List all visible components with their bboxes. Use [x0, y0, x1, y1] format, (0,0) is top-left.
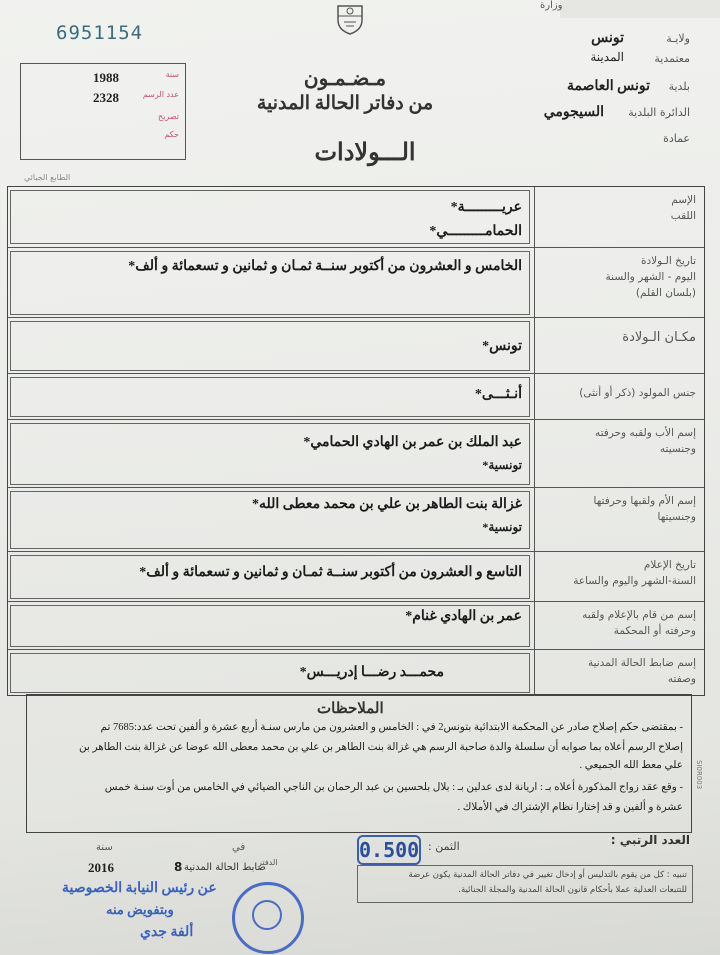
father-nationality-value: تونسية* — [482, 458, 522, 472]
field-label: تاريخ الإعلام السنة-الشهر واليوم والساعة — [534, 552, 704, 602]
side-code: SI0R003 — [695, 760, 703, 790]
field-row-name — [8, 187, 704, 247]
price-label: الثمن : — [428, 840, 460, 853]
footer-register-label: الدفتر — [258, 858, 278, 867]
municipality-label: بلدية — [668, 80, 690, 93]
title-births: الـــولادات — [314, 140, 416, 166]
serial-number: 6951154 — [56, 22, 144, 44]
tunisia-emblem-icon — [330, 2, 370, 36]
mother-value: غزالة بنت الطاهر بن علي بن محمد معطى الله* — [251, 497, 522, 512]
officer-value: محمـــد رضـــا إدريـــس* — [299, 665, 444, 680]
field-label: جنس المولود (ذكر أو أنثى) — [534, 374, 704, 420]
imada-label: عمادة — [663, 132, 690, 145]
notes-section — [26, 694, 692, 833]
reg-year-label: سنة — [165, 70, 179, 79]
wilaya-label: ولايـة — [666, 32, 690, 45]
wilaya-value: تونس — [591, 31, 624, 46]
field-row-officer — [8, 649, 704, 696]
declaration-date-value: التاسع و العشرون من أكتوبر سنــة ثمـان و ثمانين و تسعمائة و ألف* — [139, 565, 522, 580]
note-line: إصلاح الرسم أعلاه بما صوابه أن سلسلة والدة صاحبة الرسم هي غزالة بنت الطاهر بن علي بن محمد معطى الله عوضا عن غزالة بنت الطاهر بن — [78, 742, 683, 753]
first-name-value: عريـــــــــة* — [450, 200, 522, 215]
sex-value: أنـثـــى* — [474, 387, 522, 402]
warning-line: للتتبعات العدلية عملا بأحكام قانون الحالة المدنية والمجلة الجنائية. — [458, 885, 687, 895]
birth-date-value: الخامس و العشرون من أكتوبر سنــة ثمـان و ثمانين و تسعمائة و ألف* — [128, 259, 522, 274]
declarant-value: عمر بن الهادي غنام* — [405, 609, 522, 624]
note-line: - بمقتضى حكم إصلاح صادر عن المحكمة الابتدائية بتونس2 في : الخامس و العشرون من مارس سنـة أربع عشرة و ألفين تحت عدد:7685 تم — [100, 722, 683, 733]
field-label: الإسم اللقب — [534, 187, 704, 247]
field-label: مكـان الـولادة — [534, 318, 704, 374]
note-line: علي معط الله الجميعي . — [579, 760, 683, 771]
reg-ruling-label: حكم — [164, 130, 179, 139]
field-row-sex — [8, 373, 704, 420]
field-row-birth-date — [8, 247, 704, 318]
stamp-line-3: ألفة جدي — [140, 925, 194, 940]
surname-value: الحمامـــــــــي* — [429, 224, 522, 239]
registration-box — [20, 63, 186, 160]
field-label: إسم الأم ولقبها وحرفتها وجنسيتها — [534, 488, 704, 552]
field-row-declarant — [8, 601, 704, 650]
note-line: - وقع عقد زواج المذكورة أعلاه بـ : اريانة لدى عدلين بـ : بلال بلحسين بن عبد الرحمان بن الناجي الضيائي في الخامس من أوت سنـة خمس — [104, 782, 683, 793]
footer-day-value: 8 — [174, 860, 183, 874]
stamp-line-2: وبتفويض منه — [106, 902, 174, 917]
price-value: 0.500 — [357, 835, 421, 865]
field-row-birth-place — [8, 317, 704, 374]
top-shadow — [560, 0, 720, 18]
municipality-value: تونس العاصمة — [566, 79, 650, 94]
field-row-mother — [8, 487, 704, 552]
delegation-label: معتمدية — [654, 52, 690, 65]
birth-place-value: تونس* — [482, 339, 522, 354]
title-civil-registry: من دفاتر الحالة المدنية — [256, 93, 434, 114]
order-number-label: العدد الرتبي : — [610, 833, 690, 847]
field-label: إسم الأب ولقبه وحرفته وجنسيته — [534, 420, 704, 488]
father-value: عبد الملك بن عمر بن الهادي الحمامي* — [303, 435, 522, 450]
reg-number-value: 2328 — [93, 90, 119, 105]
warning-line: تنبيه : كل من يقوم بالتدليس أو إدخال تغيير في دفاتر الحالة المدنية يكون عرضة — [408, 870, 687, 880]
delegation-value: المدينة — [590, 50, 624, 64]
district-value: السيجومي — [543, 105, 604, 120]
footer-year-label: سنة — [96, 842, 113, 853]
mother-nationality-value: تونسية* — [482, 520, 522, 534]
stamp-line-1: عن رئيس النيابة الخصوصية — [62, 881, 217, 896]
district-label: الدائرة البلدية — [628, 106, 690, 119]
reg-declaration-label: تصريح — [158, 112, 179, 121]
reg-number-label: عدد الرسم — [142, 90, 179, 99]
field-label: إسم من قام بالإعلام ولقبه وحرفته أو المحكمة — [534, 602, 704, 650]
ministry-label: وزارة — [540, 0, 563, 11]
fields-table — [7, 186, 705, 696]
reg-year-value: 1988 — [93, 70, 119, 85]
warning-box — [357, 865, 693, 903]
note-line: عشرة و ألفين و قد إختارا نظام الإشتراك في الأملاك . — [457, 802, 683, 813]
round-seal-inner — [252, 900, 282, 930]
title-summary: مـضـمـون — [303, 68, 387, 90]
field-row-declaration-date — [8, 551, 704, 602]
field-label: تاريخ الـولادة اليوم - الشهر والسنة (بلسان القلم) — [534, 248, 704, 318]
footer-officer-label: ضابط الحالة المدنية — [184, 862, 266, 873]
footer-day-label: في — [232, 842, 246, 853]
notes-title: الملاحظات — [317, 701, 384, 717]
footer-year-value: 2016 — [88, 860, 114, 875]
tax-stamp-label: الطابع الجبائي — [24, 173, 71, 182]
field-label: إسم ضابط الحالة المدنية وصفته — [534, 650, 704, 696]
field-row-father — [8, 419, 704, 488]
